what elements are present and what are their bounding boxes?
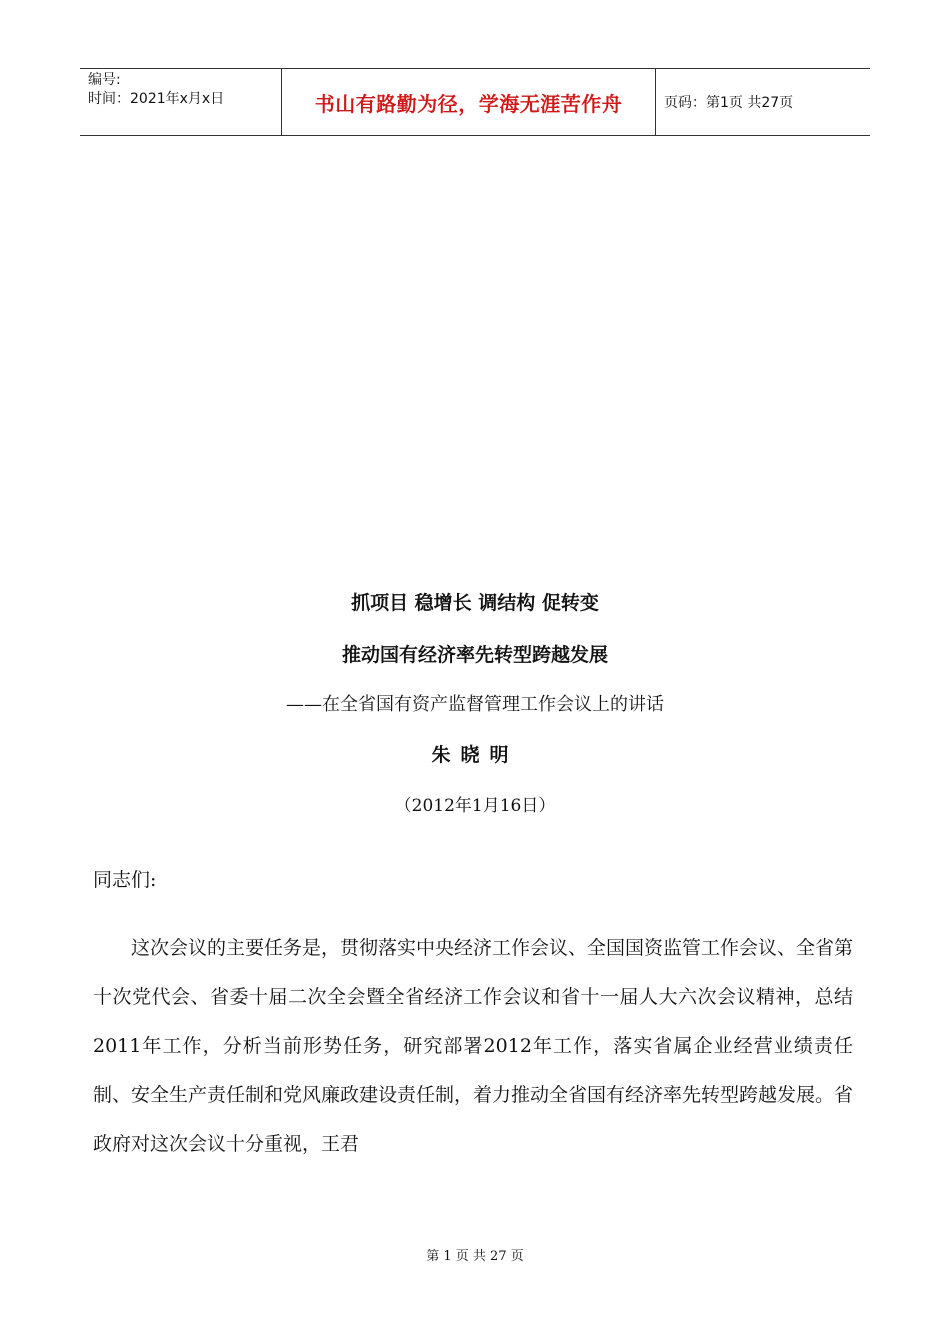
body-paragraph: 这次会议的主要任务是，贯彻落实中央经济工作会议、全国国资监管工作会议、全省第十次党代会、省委十届二次全会暨全省经济工作会议和省十一届人大六次会议精神，总结2011年工作，分析当前形势任务，研究部署2012年工作，落实省属企业经营业绩责任制、安全生产责任制和党风廉政建设责任制，着力推动全省国有经济率先转型跨越发展。省政府对这次会议十分重视，王君 <box>93 937 854 1155</box>
date-label: 时间：2021年x月x日 <box>88 91 225 107</box>
header-table <box>80 68 870 136</box>
page-footer: 第 1 页 共 27 页 <box>426 1249 524 1264</box>
header-meta-cell <box>80 69 281 135</box>
title-line-1: 抓项目 稳增长 调结构 促转变 <box>351 592 599 614</box>
header-page-cell <box>656 69 870 135</box>
speech-date: （2012年1月16日） <box>394 796 556 816</box>
header-motto-cell <box>281 69 656 135</box>
number-label: 编号: <box>88 72 121 88</box>
motto-text: 书山有路勤为径，学海无涯苦作舟 <box>314 91 623 116</box>
page-label: 页码：第1页 共27页 <box>664 95 794 111</box>
subtitle: ——在全省国有资产监督管理工作会议上的讲话 <box>286 694 664 715</box>
greeting: 同志们: <box>93 869 157 891</box>
title-line-2: 推动国有经济率先转型跨越发展 <box>341 644 608 666</box>
author-name: 朱晓明 <box>431 744 519 766</box>
